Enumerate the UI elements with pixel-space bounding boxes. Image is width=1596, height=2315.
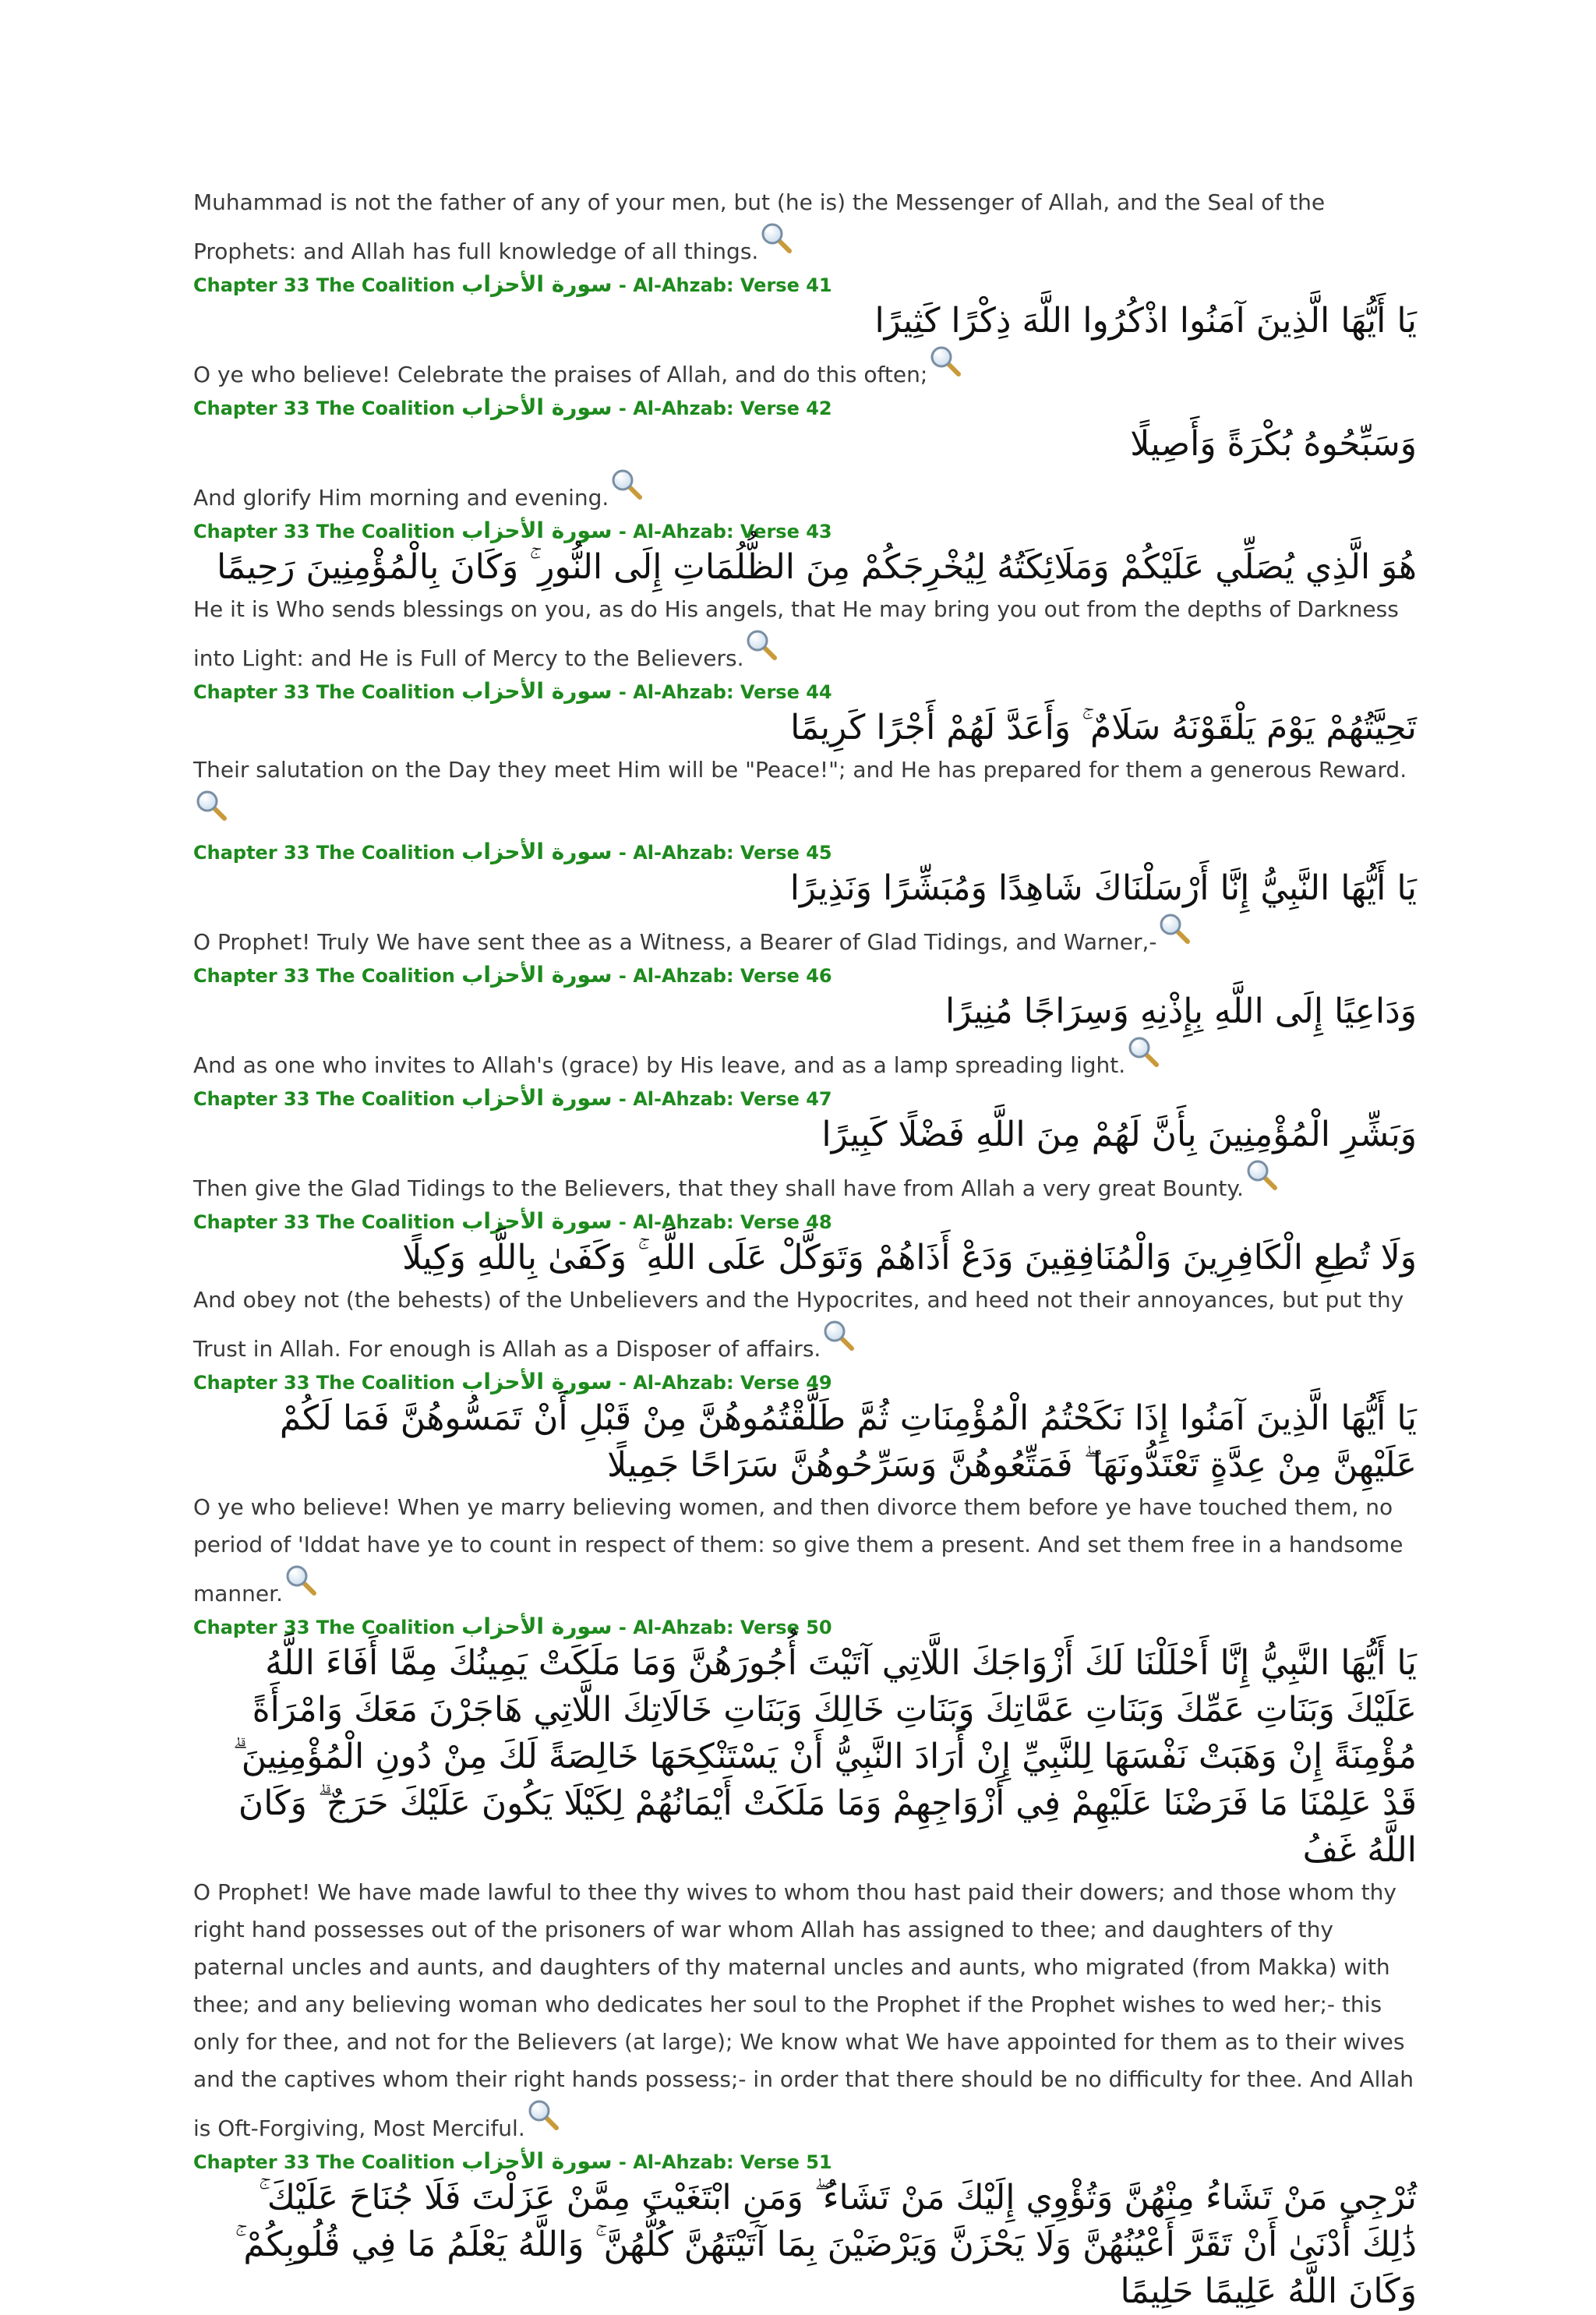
verse-reference: - Al-Ahzab: Verse 41: [612, 274, 832, 296]
translation-text: O Prophet! We have made lawful to thee thy wives to whom thou hast paid their dowers; and those whom thy right hand possesses out of the prisoners of war whom Allah has assigned to thee; and daughters of thy paternal uncles and aunts, and daughters of thy maternal uncles and aunts, who migrated (from Makka) with thee; and any believing woman who dedicates her soul to the Prophet if the Prophet wishes to wed her;- this only for thee, and not for the Believers (at large); We know what We have appointed for them as to their wives and the captives whom their right hands possess;- in order that there should be no difficulty for thee. And Allah is Oft-Forgiving, Most Merciful.: [193, 1879, 1414, 2141]
translation-text: Then give the Glad Tidings to the Believers, that they shall have from Allah a very great Bounty.: [193, 1175, 1244, 1201]
translation-text: Their salutation on the Day they meet Him will be "Peace!"; and He has prepared for them a generous Reward.: [193, 757, 1407, 783]
surah-arabic-name: سورة الأحزاب: [461, 394, 613, 420]
translation-text: O ye who believe! When ye marry believing women, and then divorce them before ye have touched them, no period of 'Iddat have ye to count in respect of them: so give them a present. And set them free in a handsome manner.: [193, 1494, 1404, 1606]
arabic-verse-text: يَا أَيُّهَا الَّذِينَ آمَنُوا اذْكُرُوا اللَّهَ ذِكْرًا كَثِيرًا: [874, 301, 1417, 341]
verse-block: [193, 1370, 1417, 1613]
surah-arabic-name: سورة الأحزاب: [461, 1208, 613, 1234]
verse-block: [193, 839, 1417, 961]
arabic-verse-text: يَا أَيُّهَا النَّبِيُّ إِنَّا أَحْلَلْنَا لَكَ أَزْوَاجَكَ اللَّاتِي آتَيْتَ أُجُورَهُنَّ وَمَا مَلَكَتْ يَمِينُكَ مِمَّا أَفَاءَ اللَّهُ عَلَيْكَ وَبَنَاتِ عَمِّكَ وَبَنَاتِ عَمَّاتِكَ وَبَنَاتِ خَالِكَ وَبَنَاتِ خَالَاتِكَ اللَّاتِي هَاجَرْنَ مَعَكَ وَامْرَأَةً مُؤْمِنَةً إِنْ وَهَبَتْ نَفْسَهَا لِلنَّبِيِّ إِنْ أَرَادَ النَّبِيُّ أَنْ يَسْتَنْكِحَهَا خَالِصَةً لَكَ مِنْ دُونِ الْمُؤْمِنِينَ ۗ قَدْ عَلِمْنَا مَا فَرَضْنَا عَلَيْهِمْ فِي أَزْوَاجِهِمْ وَمَا مَلَكَتْ أَيْمَانُهُمْ لِكَيْلَا يَكُونَ عَلَيْكَ حَرَجٌ ۗ وَكَانَ اللَّهُ غَفُ: [232, 1643, 1417, 1870]
verse-header[interactable]: [193, 839, 1417, 865]
verse-reference: - Al-Ahzab: Verse 44: [612, 681, 832, 703]
chapter-label: Chapter 33 The Coalition: [193, 398, 462, 419]
verse-block: [193, 1614, 1417, 2147]
chapter-label: Chapter 33 The Coalition: [193, 521, 462, 543]
magnifier-icon[interactable]: [1245, 1158, 1278, 1191]
page-content: [193, 184, 1417, 2315]
verse-header[interactable]: [193, 963, 1417, 988]
verse-translation: [193, 1158, 1417, 1207]
magnifier-icon[interactable]: [929, 345, 962, 377]
verse-reference: - Al-Ahzab: Verse 49: [612, 1372, 832, 1394]
chapter-label: Chapter 33 The Coalition: [193, 1617, 462, 1638]
surah-arabic-name: سورة الأحزاب: [461, 1369, 613, 1394]
arabic-verse-text: وَبَشِّرِ الْمُؤْمِنِينَ بِأَنَّ لَهُمْ مِنَ اللَّهِ فَضْلًا كَبِيرًا: [821, 1115, 1417, 1154]
translation-text: He it is Who sends blessings on you, as do His angels, that He may bring you out from the depths of Darkness into Light: and He is Full of Mercy to the Believers.: [193, 596, 1399, 671]
chapter-label: Chapter 33 The Coalition: [193, 1372, 462, 1394]
verse-translation: [193, 1489, 1417, 1613]
surah-arabic-name: سورة الأحزاب: [461, 839, 613, 864]
verse-translation: [193, 1035, 1417, 1084]
arabic-verse-text: وَدَاعِيًا إِلَى اللَّهِ بِإِذْنِهِ وَسِرَاجًا مُنِيرًا: [945, 991, 1417, 1031]
verse-reference: - Al-Ahzab: Verse 42: [612, 398, 832, 419]
arabic-verse-text: يَا أَيُّهَا النَّبِيُّ إِنَّا أَرْسَلْنَاكَ شَاهِدًا وَمُبَشِّرًا وَنَذِيرًا: [789, 868, 1417, 908]
verse-list: [193, 272, 1417, 2315]
magnifier-icon[interactable]: [1158, 912, 1191, 945]
arabic-verse-text: يَا أَيُّهَا الَّذِينَ آمَنُوا إِذَا نَكَحْتُمُ الْمُؤْمِنَاتِ ثُمَّ طَلَّقْتُمُوهُنَّ مِنْ قَبْلِ أَنْ تَمَسُّوهُنَّ فَمَا لَكُمْ عَلَيْهِنَّ مِنْ عِدَّةٍ تَعْتَدُّونَهَا ۖ فَمَتِّعُوهُنَّ وَسَرِّحُوهُنَّ سَرَاحًا جَمِيلًا: [279, 1398, 1417, 1485]
verse-block: [193, 395, 1417, 517]
chapter-label: Chapter 33 The Coalition: [193, 1211, 462, 1233]
chapter-label: Chapter 33 The Coalition: [193, 681, 462, 703]
chapter-label: Chapter 33 The Coalition: [193, 274, 462, 296]
surah-arabic-name: سورة الأحزاب: [461, 962, 613, 988]
verse-reference: - Al-Ahzab: Verse 47: [612, 1088, 832, 1110]
verse-reference: - Al-Ahzab: Verse 48: [612, 1211, 832, 1233]
verse-header[interactable]: [193, 2149, 1417, 2175]
verse-translation: [193, 751, 1417, 838]
arabic-verse-text: هُوَ الَّذِي يُصَلِّي عَلَيْكُمْ وَمَلَائِكَتُهُ لِيُخْرِجَكُمْ مِنَ الظُّلُمَاتِ إِلَى النُّورِ ۚ وَكَانَ بِالْمُؤْمِنِينَ رَحِيمًا: [216, 547, 1417, 587]
surah-arabic-name: سورة الأحزاب: [461, 1613, 613, 1639]
arabic-verse-text: وَسَبِّحُوهُ بُكْرَةً وَأَصِيلًا: [1130, 424, 1417, 464]
arabic-verse-text: تُرْجِي مَنْ تَشَاءُ مِنْهُنَّ وَتُؤْوِي إِلَيْكَ مَنْ تَشَاءُ ۖ وَمَنِ ابْتَغَيْتَ مِمَّنْ عَزَلْتَ فَلَا جُنَاحَ عَلَيْكَ ۚ ذَٰلِكَ أَدْنَىٰ أَنْ تَقَرَّ أَعْيُنُهُنَّ وَلَا يَحْزَنَّ وَيَرْضَيْنَ بِمَا آتَيْتَهُنَّ كُلُّهُنَّ ۚ وَاللَّهُ يَعْلَمُ مَا فِي قُلُوبِكُمْ ۚ وَكَانَ اللَّهُ عَلِيمًا حَلِيمًا: [235, 2178, 1417, 2311]
verse-translation: [193, 1874, 1417, 2147]
magnifier-icon[interactable]: [195, 789, 228, 822]
magnifier-icon[interactable]: [745, 628, 778, 661]
verse-reference: - Al-Ahzab: Verse 51: [612, 2151, 832, 2173]
surah-arabic-name: سورة الأحزاب: [461, 1085, 613, 1111]
verse-block: [193, 1209, 1417, 1368]
surah-arabic-name: سورة الأحزاب: [461, 518, 613, 543]
verse-translation: [193, 345, 1417, 394]
verse-header[interactable]: [193, 1086, 1417, 1112]
arabic-verse-text: وَلَا تُطِعِ الْكَافِرِينَ وَالْمُنَافِقِينَ وَدَعْ أَذَاهُمْ وَتَوَكَّلْ عَلَى اللَّهِ ۚ وَكَفَىٰ بِاللَّهِ وَكِيلًا: [402, 1238, 1417, 1278]
verse-block: [193, 272, 1417, 394]
chapter-label: Chapter 33 The Coalition: [193, 842, 462, 864]
magnifier-icon[interactable]: [284, 1564, 317, 1596]
verse-header[interactable]: [193, 395, 1417, 421]
translation-text: And as one who invites to Allah's (grace) by His leave, and as a lamp spreading light.: [193, 1052, 1126, 1078]
chapter-label: Chapter 33 The Coalition: [193, 2151, 462, 2173]
magnifier-icon[interactable]: [610, 468, 643, 500]
magnifier-icon[interactable]: [822, 1319, 855, 1352]
magnifier-icon[interactable]: [527, 2098, 560, 2131]
verse-translation: [193, 591, 1417, 677]
magnifier-icon[interactable]: [760, 221, 793, 254]
verse-translation: [193, 912, 1417, 961]
verse-header[interactable]: [193, 1614, 1417, 1640]
verse-reference: - Al-Ahzab: Verse 46: [612, 965, 832, 987]
translation-text: O Prophet! Truly We have sent thee as a Witness, a Bearer of Glad Tidings, and Warner,-: [193, 929, 1157, 955]
verse-header[interactable]: [193, 272, 1417, 298]
surah-arabic-name: سورة الأحزاب: [461, 2148, 613, 2174]
surah-arabic-name: سورة الأحزاب: [461, 271, 613, 297]
verse-reference: - Al-Ahzab: Verse 50: [612, 1617, 832, 1638]
verse-reference: - Al-Ahzab: Verse 45: [612, 842, 832, 864]
verse-block: [193, 1086, 1417, 1207]
verse-block: [193, 679, 1417, 838]
translation-text: And glorify Him morning and evening.: [193, 485, 609, 511]
verse-reference: - Al-Ahzab: Verse 43: [612, 521, 832, 543]
arabic-verse-text: تَحِيَّتُهُمْ يَوْمَ يَلْقَوْنَهُ سَلَامٌ ۚ وَأَعَدَّ لَهُمْ أَجْرًا كَرِيمًا: [790, 708, 1417, 748]
verse-header[interactable]: [193, 518, 1417, 544]
verse-block: [193, 2149, 1417, 2315]
verse-header[interactable]: [193, 1370, 1417, 1395]
intro-translation: [193, 184, 1417, 270]
chapter-label: Chapter 33 The Coalition: [193, 965, 462, 987]
translation-text: O ye who believe! Celebrate the praises of Allah, and do this often;: [193, 362, 928, 387]
verse-block: [193, 963, 1417, 1084]
chapter-label: Chapter 33 The Coalition: [193, 1088, 462, 1110]
translation-text: And obey not (the behests) of the Unbelievers and the Hypocrites, and heed not their annoyances, but put thy Trust in Allah. For enough is Allah as a Disposer of affairs.: [193, 1287, 1404, 1362]
verse-header[interactable]: [193, 679, 1417, 705]
verse-translation: [193, 468, 1417, 517]
surah-arabic-name: سورة الأحزاب: [461, 678, 613, 704]
verse-translation: [193, 1281, 1417, 1368]
intro-text: Muhammad is not the father of any of your men, but (he is) the Messenger of Allah, and the Seal of the Prophets: and Allah has full knowledge of all things.: [193, 189, 1326, 264]
verse-block: [193, 518, 1417, 677]
verse-header[interactable]: [193, 1209, 1417, 1235]
magnifier-icon[interactable]: [1127, 1035, 1160, 1068]
